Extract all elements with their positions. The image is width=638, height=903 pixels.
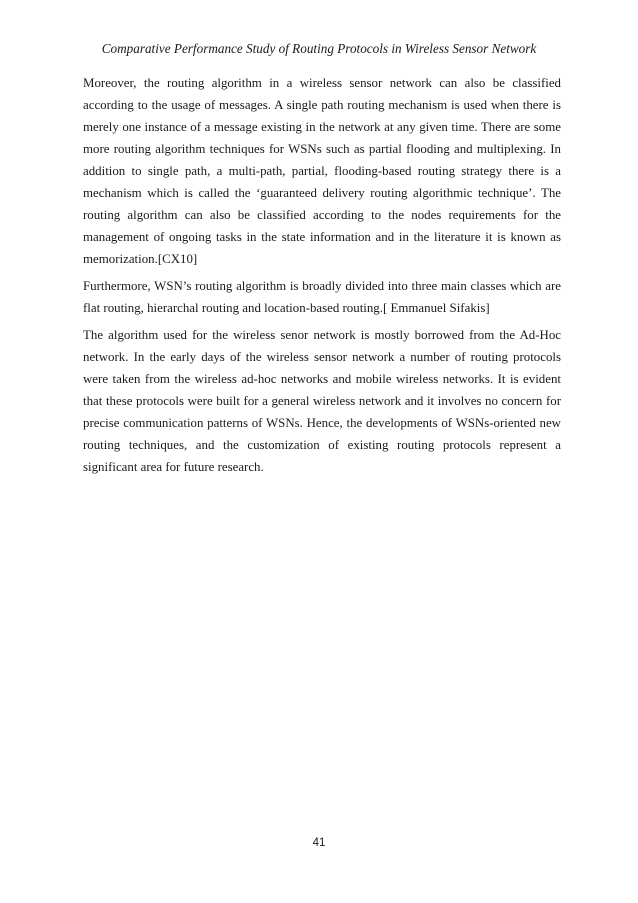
paragraph-routing-classes: Furthermore, WSN’s routing algorithm is broadly divided into three main classes which are flat routing, hierarchal routing and location-based routing.[ Emmanuel Sifakis] bbox=[83, 279, 561, 315]
running-header: Comparative Performance Study of Routing Protocols in Wireless Sensor Network bbox=[101, 41, 537, 56]
paragraph-adhoc-origins: The algorithm used for the wireless senor network is mostly borrowed from the Ad-Hoc network. In the early days of the wireless sensor network a number of routing protocols were taken from the wireless ad-hoc networks and mobile wireless networks. It is evident that these protocols were built for a general wireless network and it involves no concern for precise communication patterns of WSNs. Hence, the developments of WSNs-oriented new routing techniques, and the customization of existing routing protocols represent a significant area for future research. bbox=[83, 328, 561, 474]
page-number: 41 bbox=[312, 837, 326, 849]
paragraph-routing-classification: Moreover, the routing algorithm in a wireless sensor network can also be classified according to the usage of messages. A single path routing mechanism is used when there is merely one instance of a message existing in the network at any given time. There are some more routing algorithm techniques for WSNs such as partial flooding and multiplexing. In addition to single path, a multi-path, partial, flooding-based routing strategy there is a mechanism which is called the ‘guaranteed delivery routing algorithmic technique’. The routing algorithm can also be classified according to the nodes requirements for the management of ongoing tasks in the state information and in the literature it is known as memorization.[CX10] bbox=[83, 76, 561, 266]
body-text bbox=[83, 72, 561, 483]
